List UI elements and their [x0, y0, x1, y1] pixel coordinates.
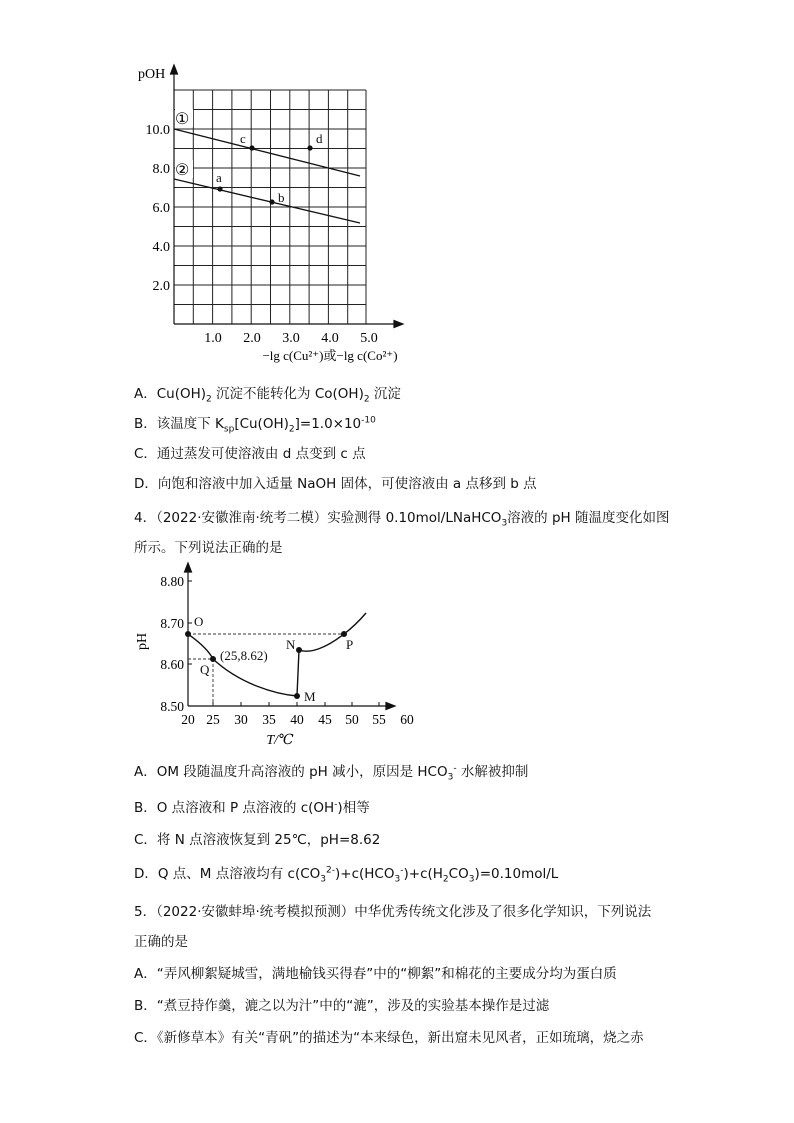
x-tick: 2.0	[243, 331, 261, 346]
point-c-label: c	[240, 131, 246, 146]
y-tick: 10.0	[145, 123, 170, 138]
point-O	[185, 631, 191, 637]
chart1-x-ticks	[204, 331, 378, 346]
y-tick: 8.50	[160, 699, 184, 714]
x-tick: 45	[318, 712, 332, 727]
chart2-y-tick-marks	[188, 581, 192, 664]
pOH-chart	[130, 60, 420, 370]
x-tick: 1.0	[204, 331, 222, 346]
x-tick: 55	[372, 712, 386, 727]
x-tick: 30	[234, 712, 248, 727]
point-Q-annotation: (25,8.62)	[220, 648, 268, 663]
x-tick: 40	[290, 712, 304, 727]
point-M	[294, 693, 300, 699]
y-tick: 8.0	[152, 162, 170, 177]
line-2-label: ②	[175, 162, 190, 179]
y-tick: 4.0	[152, 240, 170, 255]
y-tick: 8.80	[160, 574, 184, 589]
chart2-y-ticks	[160, 574, 184, 714]
y-tick: 6.0	[152, 201, 170, 216]
y-tick: 8.70	[160, 616, 184, 631]
y-tick: 8.60	[160, 657, 184, 672]
point-a-label: a	[216, 170, 222, 185]
point-M-label: M	[304, 689, 316, 704]
chart1-grid	[174, 90, 366, 324]
q4-option-c: C．将 N 点溶液恢复到 25℃，pH=8.62	[134, 832, 381, 848]
point-b-label: b	[278, 190, 285, 205]
chart2-x-title: T/℃	[266, 733, 294, 748]
pH-temperature-chart	[130, 558, 420, 753]
line-1-label: ①	[175, 111, 190, 128]
x-tick: 4.0	[321, 331, 339, 346]
q5-option-c: C．《新修草本》有关“青矾”的描述为“本来绿色，新出窟未见风者，正如琉璃，烧之赤	[134, 1030, 644, 1046]
q4-option-d: D．Q 点、M 点溶液均有 $c(CO_3^{2-})+c(HCO_3^-)+c(H_2CO_3)=0.10mol/L$	[134, 865, 559, 885]
chart1-y-title: pOH	[138, 67, 166, 82]
y-tick: 2.0	[152, 279, 170, 294]
line-2	[174, 179, 360, 223]
point-N-label: N	[286, 637, 296, 652]
chart2-x-ticks	[181, 712, 414, 727]
q5-stem-line2: 正确的是	[134, 934, 188, 950]
chart1-y-ticks	[146, 123, 171, 294]
point-P-label: P	[346, 637, 354, 652]
q4-option-b: B．O 点溶液和 P 点溶液的 c(OH-)相等	[134, 799, 370, 816]
q3-option-d: D．向饱和溶液中加入适量 NaOH 固体，可使溶液由 a 点移到 b 点	[134, 476, 537, 492]
q3-option-c: C．通过蒸发可使溶液由 d 点变到 c 点	[134, 446, 366, 462]
q3-option-b: B．该温度下 $K_{sp}[Cu(OH)_2]=1.0\times 10^{-10}$	[134, 415, 376, 435]
point-a	[217, 186, 222, 191]
x-tick: 5.0	[360, 331, 378, 346]
chart1-axes	[171, 65, 404, 328]
x-tick: 25	[206, 712, 220, 727]
point-b	[269, 199, 274, 204]
x-tick: 3.0	[282, 331, 300, 346]
point-Q-label: Q	[200, 662, 210, 677]
q4-stem-line2: 所示。下列说法正确的是	[134, 540, 283, 556]
q5-option-b: B．“煮豆持作羹，漉之以为汁”中的“漉”，涉及的实验基本操作是过滤	[134, 998, 550, 1014]
q4-stem-line1: 4．（2022·安徽淮南·统考二模）实验测得 0.10mol/LNaHCO$_3$溶液的 pH 随温度变化如图	[134, 510, 670, 529]
line-1	[174, 129, 360, 176]
x-tick: 20	[181, 712, 195, 727]
q4-option-a: A．OM 段随温度升高溶液的 pH 减小，原因是 $HCO_3^-$ 水解被抑制	[134, 763, 529, 783]
q3-option-a: A．$Cu(OH)_2$ 沉淀不能转化为 $Co(OH)_2$ 沉淀	[134, 386, 401, 405]
q5-option-a: A．“弄风柳絮疑城雪，满地榆钱买得春”中的“柳絮”和棉花的主要成分均为蛋白质	[134, 966, 617, 982]
point-c	[249, 145, 254, 150]
point-d-label: d	[316, 131, 323, 146]
x-tick: 50	[345, 712, 359, 727]
point-d	[307, 145, 312, 150]
x-tick: 60	[400, 712, 414, 727]
point-N	[296, 647, 302, 653]
chart1-x-label: −lg c(Cu²⁺)或−lg c(Co²⁺)	[262, 348, 398, 363]
chart2-dashed-guides	[188, 634, 344, 706]
point-Q	[210, 656, 216, 662]
point-O-label: O	[194, 614, 204, 629]
chart2-y-title: pH	[135, 632, 150, 650]
q5-stem-line1: 5．（2022·安徽蚌埠·统考模拟预测）中华优秀传统文化涉及了很多化学知识，下列说法	[134, 904, 652, 920]
x-tick: 35	[262, 712, 276, 727]
ph-curve	[188, 613, 366, 696]
